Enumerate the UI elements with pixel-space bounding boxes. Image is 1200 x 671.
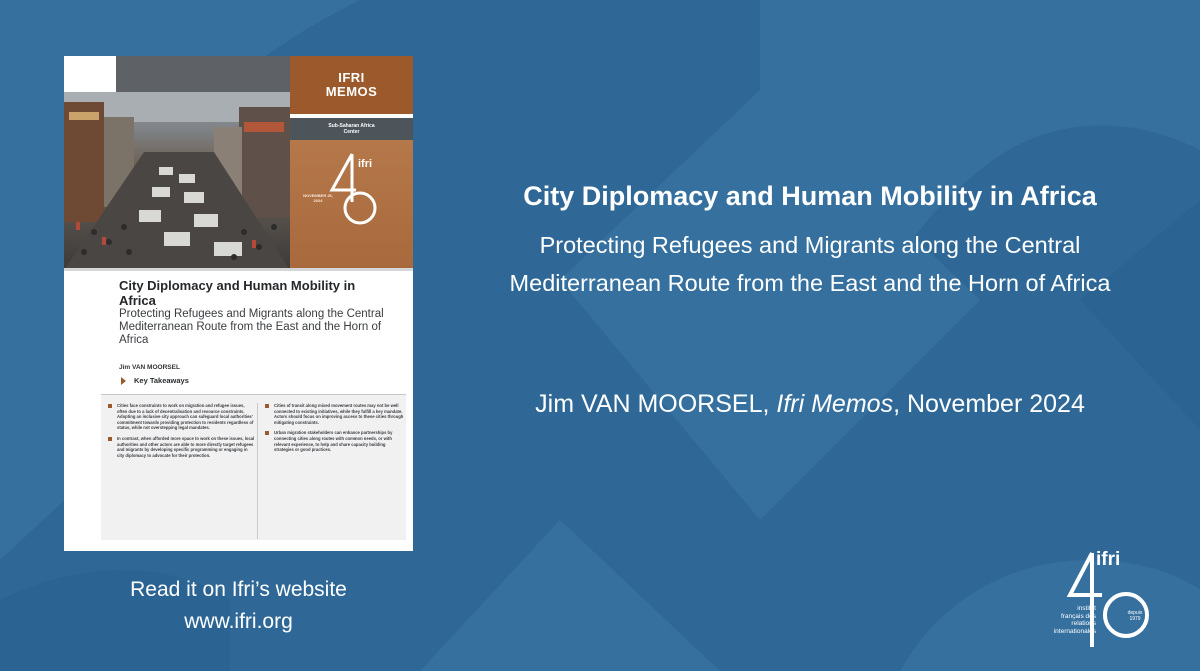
logo-wordmark: ifri [1096,549,1121,570]
logo-institute-line: internationales [1053,627,1096,635]
cover-logo-panel [290,140,413,268]
takeaway-text: Cities face constraints to work on migration and refugee issues, often due to a lack of decentralisation and resource constraints. Adopting an inclusive city approach can safeguard local authorities' commitment towards providing protection to residents regardless of status, while not overstepping legal mandates. [117,403,254,431]
logo-institute-line: institut [1077,605,1096,612]
website-link[interactable]: www.ifri.org [184,610,293,633]
street-photo-illustration [64,92,290,270]
main-subtitle [420,226,1200,302]
byline [420,388,1200,420]
cover-takeaways-box [101,394,406,540]
takeaway-item [107,436,255,458]
main-title: City Diplomacy and Human Mobility in Africa [523,181,1097,211]
logo-institute-line: français des [1060,612,1096,620]
main-subtitle-line2: Mediterranean Route from the East and the Horn of Africa [509,270,1111,296]
cover-street-photo [64,92,290,270]
main-subtitle-line1: Protecting Refugees and Migrants along the Central [539,232,1081,258]
takeaway-text: In contrast, when afforded more space to work on these issues, local authorities and other actors are able to more directly target refugees and migrants by developing specific programming or engaging in city diplomacy to advocate for their protection. [117,435,255,458]
cover-key-takeaways-heading [116,376,366,385]
logo-since [1123,610,1147,622]
takeaway-text: Urban migration stakeholders can enhance partnerships by connecting cities along routes with common needs, or with relevant experience, to help and share capacity building strategies or good practices. [274,430,393,453]
takeaways-column-left [107,403,255,463]
bullet-square-icon [265,404,269,408]
read-on-website-label: Read it on Ifri’s website [130,578,347,601]
cover-date-line2: 2024 [313,198,323,203]
cover-separator [64,268,413,271]
cover-series-line2: MEMOS [325,84,378,99]
takeaway-item [264,403,405,425]
byline-series: Ifri Memos [776,390,894,418]
takeaway-item [107,403,255,431]
cover-center-label [290,118,413,140]
logo-since-line1: depuis [1127,610,1143,616]
cover-top-strip [116,56,290,92]
logo-since-line2: 1979 [1129,616,1141,622]
logo-institute-name [1050,605,1096,635]
byline-author: Jim VAN MOORSEL, [535,390,777,418]
key-takeaways-label: Key Takeaways [134,376,189,385]
cover-center-line1: Sub-Saharan Africa [328,123,375,129]
cover-date-line1: NOVEMBER 26, [303,193,333,198]
takeaways-column-right [257,403,405,539]
cover-center-line2: Center [343,129,360,135]
cover-subtitle: Protecting Refugees and Migrants along the Central Mediterranean Route from the East and the Horn of Africa [119,308,384,346]
ifri-40-logo[interactable] [1048,549,1160,649]
bullet-square-icon [108,404,112,408]
cover-title: City Diplomacy and Human Mobility in Africa [119,278,356,308]
cover-series-label [290,56,413,114]
cover-series-line1: IFRI [338,70,365,85]
cover-author: Jim VAN MOORSEL [119,364,180,371]
byline-date: , November 2024 [893,390,1085,418]
cover-date [292,193,344,203]
bullet-square-icon [265,431,269,435]
svg-text:ifri: ifri [358,158,373,170]
report-cover-thumbnail[interactable] [64,56,413,551]
cover-40-logo-icon [290,140,413,268]
triangle-marker-icon [121,377,126,385]
bullet-square-icon [108,437,112,441]
takeaway-text: Cities of transit along mixed movement routes may not be well connected to existing initiatives, while they fulfill a key mandate. Actors should focus on improving access to these cities through mitigating constraints. [274,403,404,425]
takeaway-item [264,430,405,452]
logo-institute-line: relations [1071,620,1096,627]
